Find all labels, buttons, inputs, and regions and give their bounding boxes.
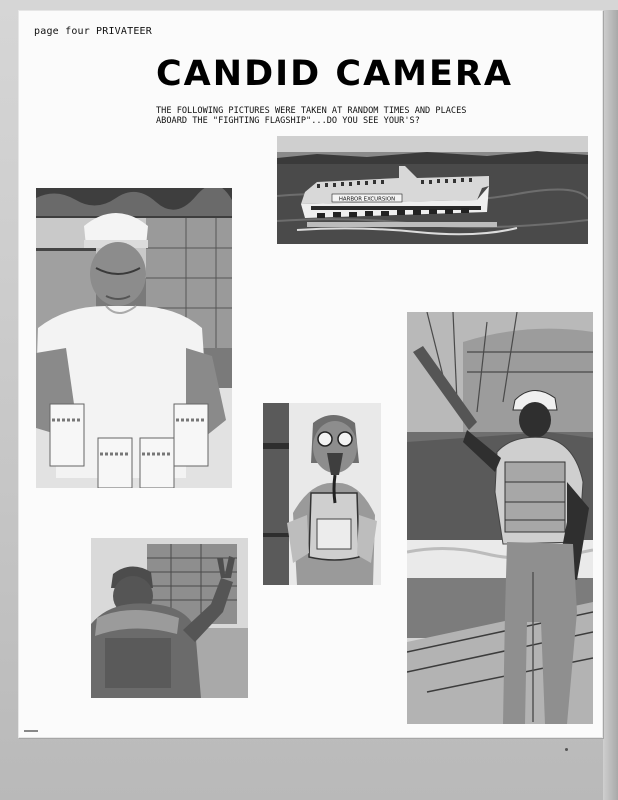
man-with-cups-image bbox=[36, 188, 232, 488]
boat-sign-text: HARBOR EXCURSION bbox=[338, 196, 396, 203]
intro-caption bbox=[156, 106, 476, 126]
harbor-boat-image bbox=[277, 136, 588, 244]
caption-line-2: ABOARD THE "FIGHTING FLAGSHIP"...DO YOU SEE YOUR'S? bbox=[156, 116, 420, 126]
page-edge-shadow bbox=[603, 10, 618, 800]
scan-speck bbox=[565, 748, 568, 751]
photo-harbor-excursion-boat bbox=[277, 136, 588, 244]
publication-name: PRIVATEER bbox=[96, 26, 152, 37]
gas-mask-image bbox=[263, 403, 381, 585]
caption-line-1: THE FOLLOWING PICTURES WERE TAKEN AT RANDOM TIMES AND PLACES bbox=[156, 106, 467, 116]
photo-sailor-gas-mask bbox=[263, 403, 381, 585]
sailor-pointing-image bbox=[407, 312, 593, 724]
photo-man-with-cups bbox=[36, 188, 232, 488]
photo-sailor-waving bbox=[91, 538, 248, 698]
page-header bbox=[34, 26, 152, 37]
scan-corner-mark bbox=[24, 730, 38, 732]
page-number-label: page four bbox=[34, 26, 90, 37]
sailor-waving-image bbox=[91, 538, 248, 698]
photo-sailor-pointing bbox=[407, 312, 593, 724]
page-title: CANDID CAMERA bbox=[156, 54, 513, 94]
